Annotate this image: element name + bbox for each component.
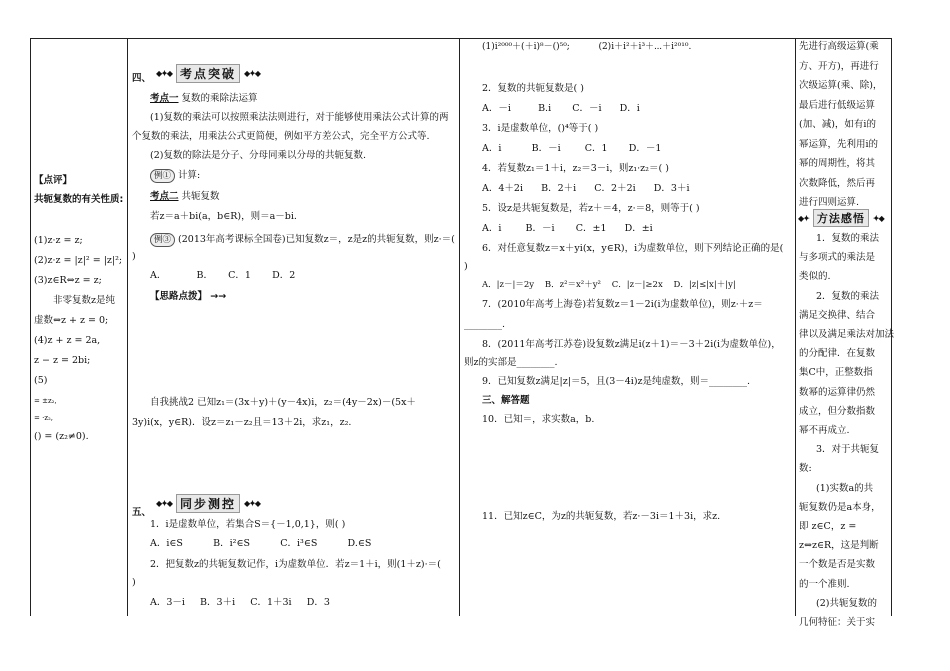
method-line: 即 z∈C，z =: [799, 521, 857, 532]
comment-line: z − z = 2bi;: [34, 355, 91, 366]
banner-title: 考点突破: [176, 64, 240, 83]
diamond-decoration-icon: ◆✦◆: [156, 498, 173, 508]
example-3: [150, 233, 455, 247]
method-line: 次数降低，然后再: [799, 177, 876, 189]
banner-method: [798, 210, 884, 226]
question-options: A．－i B.i C．－i D．i: [482, 103, 640, 114]
method-line: 先进行高级运算(乘: [799, 41, 879, 52]
kp1-paragraph: (2)复数的除法是分子、分母同乘以分母的共轭复数.: [150, 150, 366, 161]
comment-line: = ±z₂,: [34, 397, 57, 405]
example-close: ): [132, 251, 136, 262]
question-options: A．4＋2i B．2＋i C．2＋2i D．3＋i: [482, 183, 690, 194]
commentary-column: [31, 39, 127, 616]
section-solve: 三、解答题: [482, 395, 530, 406]
method-line: 3．对于共轭复: [816, 444, 880, 456]
question-1-options: A．i∈S B．i²∈S C．i³∈S D.∈S: [150, 538, 372, 549]
method-line: 幂的周期性，将其: [799, 158, 876, 169]
kp1-heading: [150, 93, 258, 105]
comment-heading: 【点评】: [34, 175, 73, 186]
method-line: z⇔z∈R，这是判断: [799, 540, 879, 552]
question-close: ): [464, 261, 468, 272]
method-line: 集C中，正整数指: [799, 367, 873, 379]
banner-tongbu: [156, 495, 260, 511]
method-line: 次级运算(乘、除)，: [799, 80, 883, 91]
comment-line: (1)z·z = z;: [34, 235, 83, 246]
kp1-title: 复数的乘除法运算: [181, 93, 258, 104]
hint-label: 【思路点拨】 →→: [150, 291, 227, 302]
kp2-title: 共轭复数: [181, 191, 220, 202]
comment-line: 虚数⇔z + z = 0;: [34, 315, 109, 326]
question-7-blank: ________.: [464, 319, 506, 330]
method-line: 与多项式的乘法是: [799, 252, 876, 264]
method-line: (2)共轭复数的: [816, 597, 877, 609]
example-options: A． B． C．1 D．2: [150, 270, 296, 281]
banner-kaodian: [156, 65, 260, 81]
comment-line: = ·z₂,: [34, 414, 54, 422]
question-8: 8．(2011年高考江苏卷)设复数z满足i(z＋1)＝－3＋2i(i为虚数单位)，: [482, 339, 781, 350]
method-line: 律以及满足乘法对加法: [799, 329, 895, 340]
example-tag: 例③: [150, 233, 175, 247]
calc-problem: (1)i²⁰⁰⁰＋(＋i)⁸－()⁵⁰; (2)i＋i²＋i³＋⋯＋i²⁰¹⁰.: [482, 42, 692, 52]
diamond-decoration-icon: ◆✦◆: [244, 68, 261, 78]
main-column-left: [128, 39, 459, 616]
method-line: 方、开方)，再进行: [799, 60, 879, 72]
method-line: (加、减)，如有i的: [799, 119, 876, 130]
self-challenge: 3y)i(x，y∈R)．设z＝z₁－z₂且＝13＋2i，求z₁，z₂.: [132, 417, 352, 428]
method-line: 最后进行低级运算: [799, 99, 876, 111]
document-table: [30, 38, 895, 628]
section-number: 五、: [132, 507, 152, 518]
question-close: ): [132, 577, 136, 588]
question-2-options: A．3－i B．3＋i C．1＋3i D．3: [150, 597, 330, 608]
method-line: 几何特征：关于实: [799, 617, 876, 628]
method-line: 1．复数的乘法: [816, 233, 880, 244]
question-options: A．|z－|＝2y B．z²＝x²＋y² C．|z－|≥2x D．|z|≤|x|＋|y|: [482, 280, 736, 290]
method-line: (1)实数a的共: [816, 482, 874, 494]
question-1: 1．i是虚数单位，若集合S＝{－1,0,1}，则( ): [150, 519, 346, 530]
section-number: 四、: [132, 73, 152, 84]
method-line: 成立，但分数指数: [799, 405, 876, 417]
question-options: A．i B．－i C．1 D．－1: [482, 143, 662, 154]
kp2-heading: [150, 191, 220, 203]
method-line: 的一个准则.: [799, 578, 850, 590]
question-options: A．i B．－i C．±1 D．±i: [482, 223, 653, 234]
diamond-decoration-icon: ◆✦◆: [244, 498, 261, 508]
method-column: [796, 39, 895, 628]
question-2: 2．复数的共轭复数是( ): [482, 83, 584, 94]
question-6: 6．对任意复数z＝x＋yi(x，y∈R)，i为虚数单位，则下列结论正确的是(: [482, 243, 784, 254]
kp1-tag: 考点一: [150, 93, 179, 104]
method-line: 进行四则运算.: [799, 197, 860, 208]
example-1: [150, 169, 200, 183]
diamond-decoration-icon: ◆✦: [798, 213, 809, 223]
method-line: 幂不再成立.: [799, 425, 850, 436]
kp2-definition: 若z＝a＋bi(a，b∈R)，则＝a－bi.: [150, 211, 297, 222]
example-text: (2013年高考课标全国卷)已知复数z＝，z是z的共轭复数，则z·＝(: [178, 234, 455, 245]
method-line: 数:: [799, 463, 812, 475]
diamond-decoration-icon: ◆✦◆: [156, 68, 173, 78]
question-8-cont: 则z的实部是________.: [464, 357, 558, 368]
comment-line: 非零复数z是纯: [53, 295, 116, 306]
question-11: 11．已知z∈C，为z的共轭复数，若z·－3i＝1＋3i，求z.: [482, 511, 721, 522]
question-9: 9．已知复数z满足|z|＝5，且(3－4i)z是纯虚数，则＝________.: [482, 376, 751, 387]
diamond-decoration-icon: ✦◆: [872, 213, 884, 223]
question-10: 10．已知＝，求实数a，b.: [482, 414, 595, 425]
example-tag: 例①: [150, 169, 175, 183]
method-line: 轭复数仍是a本身，: [799, 501, 881, 513]
method-line: 2．复数的乘法: [816, 290, 880, 302]
question-3: 3．i是虚数单位，()⁴等于( ): [482, 123, 599, 134]
method-line: 数幂的运算律仍然: [799, 386, 876, 398]
method-line: 满足交换律、结合: [799, 309, 876, 321]
comment-line: (3)z∈R⇔z = z;: [34, 275, 102, 286]
kp2-tag: 考点二: [150, 191, 179, 202]
kp1-paragraph: (1)复数的乘法可以按照乘法法则进行，对于能够使用乘法公式计算的两: [150, 112, 449, 123]
main-column-right: [460, 39, 795, 616]
banner-title: 同步测控: [176, 494, 240, 513]
self-challenge: 自我挑战2 已知z₁＝(3x＋y)＋(y－4x)i，z₂＝(4y－2x)－(5x＋: [150, 397, 416, 408]
question-7: 7．(2010年高考上海卷)若复数z＝1－2i(i为虚数单位)，则z·＋z＝: [482, 299, 763, 310]
comment-line: () = (z₂≠0).: [34, 431, 89, 442]
kp1-paragraph: 个复数的乘法，用乘法公式更简便，例如平方差公式，完全平方公式等.: [132, 131, 430, 142]
method-line: 幂运算，先利用i的: [799, 138, 879, 150]
example-text: 计算:: [178, 170, 201, 181]
banner-title: 方法感悟: [813, 209, 869, 227]
method-line: 一个数是否是实数: [799, 559, 876, 571]
comment-line: (4)z + z = 2a,: [34, 335, 101, 346]
question-5: 5．设z是共轭复数是，若z＋＝4，z·＝8，则等于( ): [482, 203, 700, 214]
question-4: 4．若复数z₁＝1＋i，z₂＝3－i，则z₁·z₂＝( ): [482, 163, 669, 174]
comment-line: (2)z·z = |z|² = |z|²;: [34, 255, 123, 266]
question-2: 2．把复数z的共轭复数记作，i为虚数单位．若z＝1＋i，则(1＋z)·＝(: [150, 559, 441, 570]
comment-line: (5): [34, 375, 48, 386]
method-line: 类似的.: [799, 271, 831, 283]
comment-line: 共轭复数的有关性质:: [34, 194, 124, 205]
method-line: 的分配律．在复数: [799, 348, 876, 360]
